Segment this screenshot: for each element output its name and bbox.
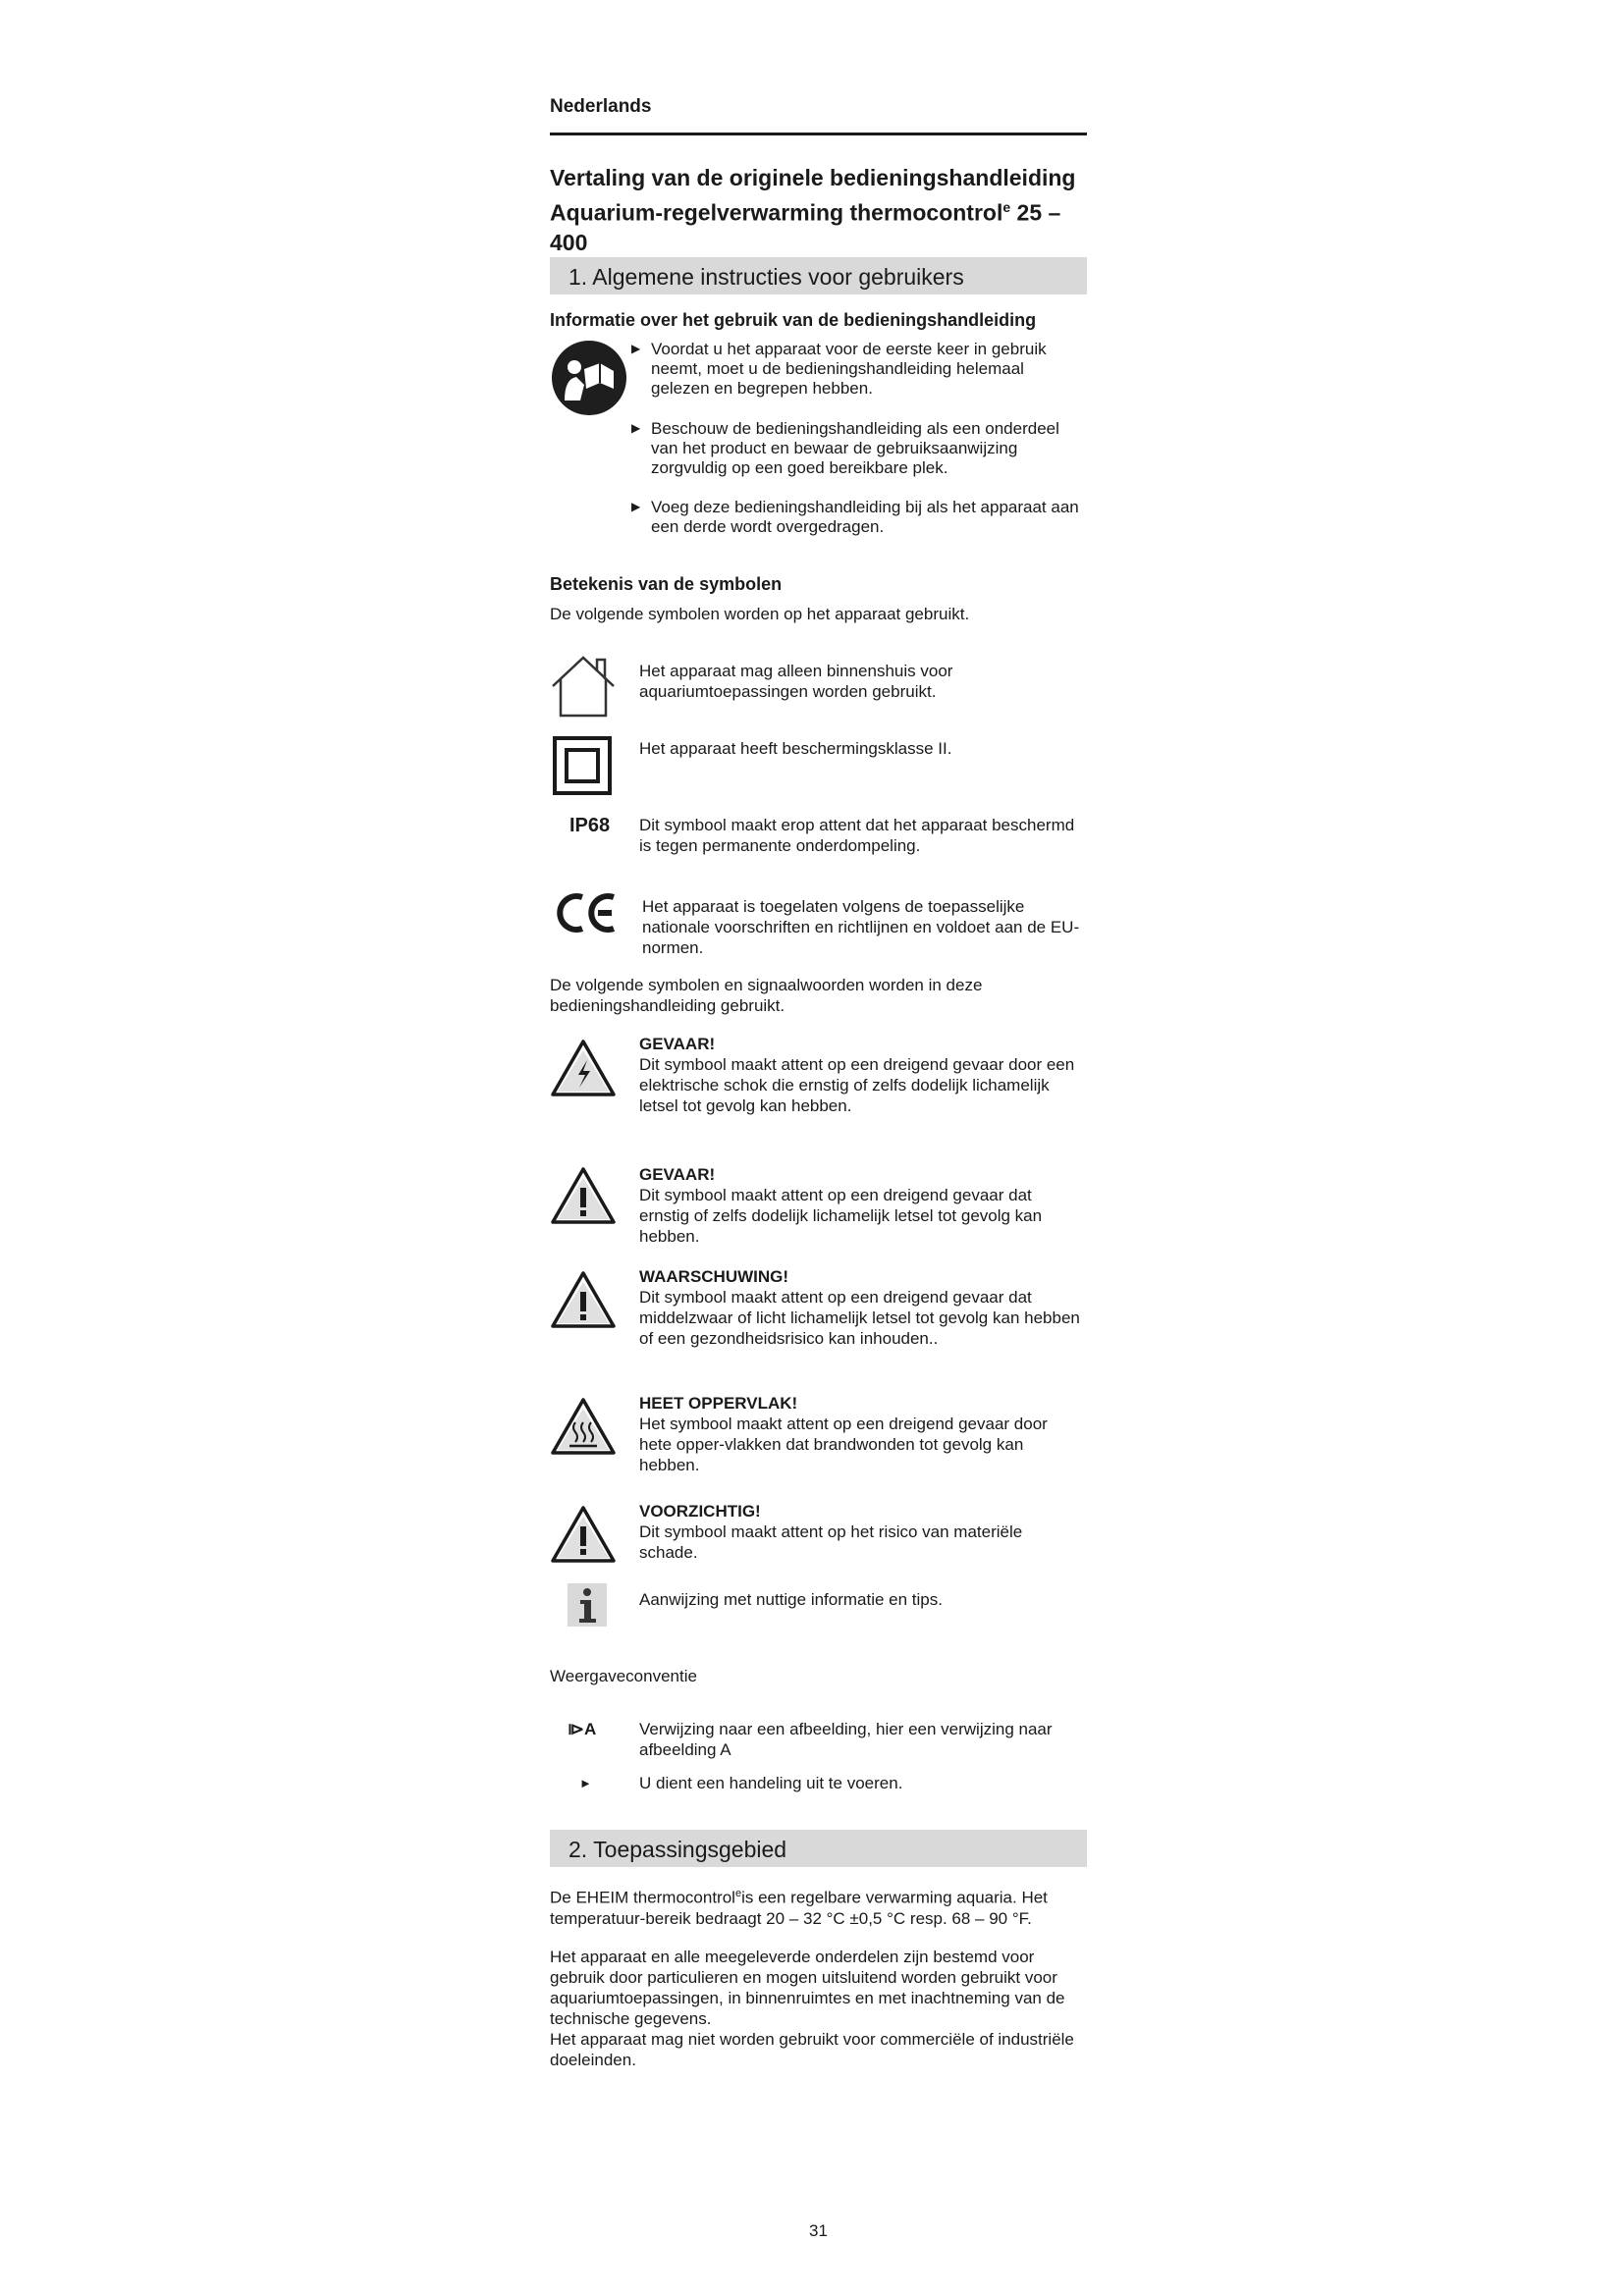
- caution-icon: [550, 1505, 617, 1569]
- symbols-intro: De volgende symbolen worden op het apparaat gebruikt.: [550, 605, 970, 623]
- symbol-text-protection: Het apparaat heeft beschermingsklasse II.: [639, 739, 952, 758]
- header-rule: [550, 133, 1087, 135]
- symbol-text-house: Het apparaat mag alleen binnenshuis voor aquariumtoepassingen worden gebruikt.: [639, 662, 953, 701]
- symbol-text-ip68: Dit symbool maakt erop attent dat het apparaat beschermd is tegen permanente onderdompeling.: [639, 816, 1075, 855]
- language-label: Nederlands: [550, 96, 652, 117]
- symbol-text-ce: Het apparaat is toegelaten volgens de toepasselijke nationale voorschriften en richtlijnen en voldoet aan de EU-normen.: [642, 897, 1080, 957]
- read-manual-icon: [551, 340, 627, 421]
- warning-electric: GEVAAR! Dit symbool maakt attent op een dreigend gevaar door een elektrische schok die ernstig of zelfs dodelijk lichamelijk letsel tot gevolg kan hebben.: [639, 1035, 1075, 1115]
- section-2-paragraph-1: De EHEIM thermocontrol$^e$is een regelbare verwarming aquaria. Het temperatuur-bereik bedraagt 20 – 32 °C ±0,5 °C resp. 68 – 90 °F.: [550, 1888, 1048, 1928]
- manual-symbols-intro: De volgende symbolen en signaalwoorden worden in deze bedieningshandleiding gebruikt.: [550, 976, 983, 1015]
- figure-reference-label: ⧐A: [568, 1720, 597, 1738]
- section-1-heading: 1. Algemene instructies voor gebruikers: [550, 257, 1087, 294]
- hot-surface-icon: [550, 1397, 617, 1461]
- warning-icon: [550, 1270, 617, 1334]
- protection-class-ii-icon: [553, 736, 612, 800]
- danger-icon: [550, 1166, 617, 1230]
- document-title: [550, 163, 1087, 257]
- title-line-1: Vertaling van de originele bedieningshandleiding: [550, 165, 1076, 190]
- electric-hazard-icon: [550, 1039, 617, 1102]
- convention-title: Weergaveconventie: [550, 1667, 697, 1685]
- symbols-title: Betekenis van de symbolen: [550, 574, 783, 594]
- page-number: 31: [809, 2221, 828, 2240]
- warning-caution: VOORZICHTIG! Dit symbool maakt attent op het risico van materiële schade.: [639, 1502, 1023, 1562]
- figure-reference-text: Verwijzing naar een afbeelding, hier een verwijzing naar afbeelding A: [639, 1720, 1053, 1759]
- title-line-2: Aquarium-regelverwarming thermocontrol$^e$ 25 – 400: [550, 199, 1061, 255]
- action-arrow-label: ►: [579, 1776, 592, 1790]
- warning-hot-surface: HEET OPPERVLAK! Het symbool maakt attent op een dreigend gevaar door hete opper-vlakken dat brandwonden tot gevolg kan hebben.: [639, 1394, 1048, 1474]
- warning-danger: GEVAAR! Dit symbool maakt attent op een dreigend gevaar dat ernstig of zelfs dodelijk lichamelijk letsel tot gevolg kan hebben.: [639, 1165, 1043, 1246]
- info-icon: [568, 1583, 607, 1631]
- house-icon: [550, 654, 617, 723]
- bullet-item: ▶ Voeg deze bedieningshandleiding bij als het apparaat aan een derde wordt overgedragen.: [631, 498, 1079, 536]
- info-usage-title: Informatie over het gebruik van de bedieningshandleiding: [550, 310, 1037, 330]
- action-text: U dient een handeling uit te voeren.: [639, 1774, 903, 1792]
- section-2-paragraph-3: Het apparaat mag niet worden gebruikt voor commerciële of industriële doeleinden.: [550, 2030, 1074, 2069]
- section-2-paragraph-2: Het apparaat en alle meegeleverde onderdelen zijn bestemd voor gebruik door particulieren en mogen uitsluitend worden gebruikt voor aquariumtoepassingen, in binnenruimtes en met inachtneming van de technische gegevens.: [550, 1948, 1065, 2028]
- warning-moderate: WAARSCHUWING! Dit symbool maakt attent op een dreigend gevaar dat middelzwaar of licht lichamelijk letsel tot gevolg kan hebben of een gezondheidsrisico kan inhouden..: [639, 1267, 1080, 1348]
- info-note-text: Aanwijzing met nuttige informatie en tips.: [639, 1590, 943, 1609]
- section-2-heading: 2. Toepassingsgebied: [550, 1830, 1087, 1867]
- bullet-item: ▶ Voordat u het apparaat voor de eerste keer in gebruik neemt, moet u de bedieningshandleiding helemaal gelezen en begrepen hebben.: [631, 340, 1047, 398]
- ip68-label: IP68: [569, 815, 611, 836]
- ce-mark-icon: [555, 891, 620, 939]
- bullet-item: ▶ Beschouw de bedieningshandleiding als een onderdeel van het product en bewaar de gebruiksaanwijzing zorgvuldig op een goed bereikbare plek.: [631, 419, 1059, 477]
